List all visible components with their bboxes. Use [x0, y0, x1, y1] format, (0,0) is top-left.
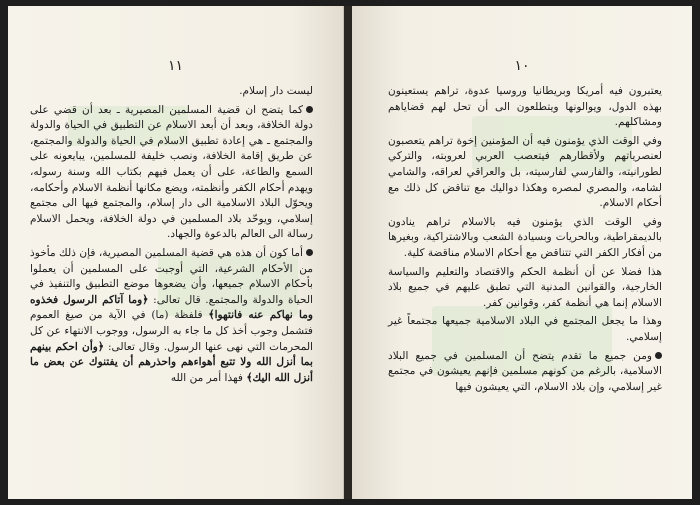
- paragraph-text: وهذا ما يجعل المجتمع في البلاد الاسلامية جميعها مجتمعاً غير إسلامي.: [388, 315, 662, 343]
- paragraph-text: كما يتضح ان قضية المسلمين المصيرية ـ بعد أن قضي على دولة الخلافة، وبعد أن أبعد الاسلام عن التطبيق في الحياة والدولة والمجتمع ـ هي إعادة تطبيق الاسلام في الحياة والدولة والمجتمع، عن طريق إقامة الخلافة، ونصب خليفة للمسلمين، يبايعونه على السمع والطاعة، على أن يعمل فيهم بكتاب الله وسنة رسوله، ويهدم أحكام الكفر وأنظمته، ويضع مكانها أنظمة الاسلام وأحكامه، ويحوّل البلاد الاسلامية الى دار إسلام، والمجتمع فيها الى مجتمع إسلامي، ويوحّد بلاد المسلمين في دولة الخلافة، ويحمل الاسلام رسالة الى العالم بالدعوة والجهاد.: [30, 103, 313, 241]
- paragraph: [30, 246, 313, 386]
- left-page: [8, 6, 344, 499]
- paragraph-text: يعتبرون فيه أمريكا وبريطانيا وروسيا عدوة، تراهم يستعينون بهذه الدول، ويوالونها ويتطلعون الى أن تحل لهم قضاياهم ومشاكلهم.: [388, 85, 662, 129]
- paragraph-text: أما كون أن هذه هي قضية المسلمين المصيرية، فإن ذلك مأخوذ من الأحكام الشرعية، التي أوجبت على المسلمين أن يعملوا بأحكام الاسلام جميعها، وأن يضعوها موضع التطبيق والتنفيذ في الحياة والدولة والمجتمع. قال تعالى:: [30, 246, 313, 306]
- paragraph-text: فلفظة (ما) في الآية من صيغ العموم فتشمل وجوب أخذ كل ما جاء به الرسول، ووجوب الانتهاء عن كل المحرمات التي نهى عنها الرسول. وقال تعالى:: [30, 309, 313, 353]
- paragraph-text: وفي الوقت الذي يؤمنون فيه بالاسلام تراهم ينادون بالديمقراطية، وبالحريات وبسيادة الشعب وبالاشتراكية، وبغيرها من أفكار الكفر التي تتناقض مع أحكام الاسلام مناقضة كلية.: [388, 215, 662, 259]
- paragraph-text: هذا فضلا عن أن أنظمة الحكم والاقتصاد والتعليم والسياسة الخارجية، والقوانين المدنية التي تطبق عليهم في جميع بلاد الاسلام إنما هي أنظمة كفر، وقوانين كفر.: [388, 265, 662, 309]
- paragraph: [388, 349, 662, 396]
- page-body: [388, 84, 662, 398]
- page-number: ١٠: [514, 58, 530, 74]
- right-page: [352, 6, 692, 499]
- paragraph-text: ومن جميع ما تقدم يتضح أن المسلمين في جميع البلاد الاسلامية، بالرغم من كونهم مسلمين فإنهم يعيشون في مجتمع غير إسلامي، وإن بلاد الاسلام، التي يعيشون فيها: [388, 349, 662, 393]
- page-body: [30, 84, 313, 389]
- paragraph: [388, 265, 662, 312]
- paragraph-text: ليست دار إسلام.: [239, 85, 313, 97]
- bullet-icon: [655, 352, 662, 359]
- paragraph-text: وفي الوقت الذي يؤمنون فيه أن المؤمنين إخوة تراهم يتعصبون لعنصرياتهم ولأقطارهم فيتعصب العربي لعروبته، والتركي لطورانيته، والفارسي لفارسيته، بل والعراقي لعراقه، والشامي لشامه، والمصري لمصره وهكذا دواليك مع تناقض كل ذلك مع أحكام الاسلام.: [388, 134, 662, 210]
- page-number: ١١: [167, 58, 184, 74]
- paragraph-text: فهذا أمر من الله: [170, 371, 247, 384]
- bullet-icon: [306, 106, 313, 113]
- paragraph: [388, 84, 662, 131]
- quran-verse: ﴿وما آتاكم الرسول فخذوه وما نهاكم عنه فانتهوا﴾: [30, 293, 313, 322]
- paragraph: [388, 134, 662, 212]
- quran-verse: ﴿وأن احكم بينهم بما أنزل الله ولا تتبع أهواءهم واحذرهم أن يفتنوك عن بعض ما أنزل الله اليك﴾: [30, 340, 313, 384]
- paragraph: [30, 103, 313, 243]
- book-spread: [8, 6, 692, 499]
- bullet-icon: [306, 249, 313, 256]
- paragraph: [388, 314, 662, 345]
- paragraph: [30, 84, 313, 100]
- paragraph: [388, 215, 662, 262]
